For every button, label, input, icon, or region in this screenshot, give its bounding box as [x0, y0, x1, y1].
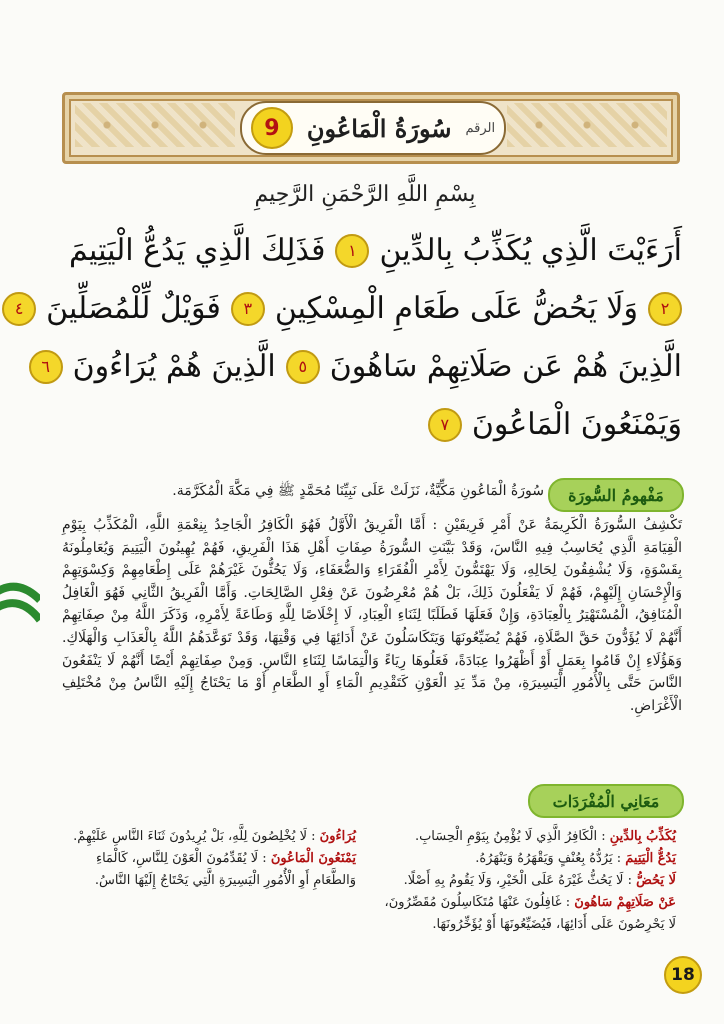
vocab-meaning: : الْكَافِرُ الَّذِي لَا يُؤْمِنُ بِيَوْمِ الْحِسَابِ.: [414, 829, 610, 844]
surah-header: [62, 92, 680, 164]
vocab-meaning: : لَا يَحُثُّ غَيْرَهُ عَلَى الْخَيْرِ، وَلَا يَقُومُ بِهِ أَصْلًا.: [403, 873, 637, 888]
verses-block: [14, 222, 682, 454]
verse-text: الَّذِينَ هُمْ عَن صَلَاتِهِمْ سَاهُونَ: [329, 349, 682, 384]
page-number: 18: [664, 956, 702, 994]
decorative-arc: [0, 540, 40, 660]
vocab-item: [376, 826, 676, 848]
verse-text: فَذَلِكَ الَّذِي يَدُعُّ الْيَتِيمَ: [69, 233, 326, 268]
verse-number: ٤: [2, 292, 36, 326]
ornament-left: [75, 103, 235, 147]
vocab-item: [376, 914, 676, 936]
verse-text: وَلَا يَحُضُّ عَلَى طَعَامِ الْمِسْكِينِ: [274, 291, 638, 326]
ornament-right: [507, 103, 667, 147]
surah-number-badge: 9: [251, 107, 293, 149]
vocab-meaning: : غَافِلُونَ عَنْهَا مُتَكَاسِلُونَ مُقَصِّرُونَ،: [384, 895, 575, 910]
surah-name: سُورَةُ الْمَاعُونِ: [306, 113, 452, 143]
vocab-meaning: : لَا يُقَدِّمُونَ الْعَوْنَ لِلنَّاسِ، كَالْمَاءِ: [95, 851, 271, 866]
vocab-word: لَا يَحُضُّ: [636, 873, 676, 888]
vocab-word: يُرَاءُونَ: [319, 829, 356, 844]
basmala: بِسْمِ اللَّهِ الرَّحْمَنِ الرَّحِيمِ: [254, 182, 476, 207]
vocab-item: [36, 826, 356, 848]
vocab-item: [36, 848, 356, 870]
vocabulary-list-right: [376, 826, 676, 936]
surah-title-box: [240, 101, 506, 155]
verse-text: أَرَءَيْتَ الَّذِي يُكَذِّبُ بِالدِّينِ: [379, 233, 682, 268]
verse-line: [52, 222, 682, 280]
surah-intro: سُورَةُ الْمَاعُونِ مَكِّيَّةٌ، نَزَلَتْ عَلَى نَبِيِّنَا مُحَمَّدٍ ﷺ فِي مَكَّةَ الْمُكَرَّمَة.: [172, 483, 544, 499]
verse-text: الَّذِينَ هُمْ يُرَاءُونَ: [72, 349, 276, 384]
vocab-meaning: : يَرُدُّهُ بِعُنْفٍ وَيَقْهَرُهُ وَيَنْهَرُهُ.: [475, 851, 626, 866]
vocab-meaning: لَا يَحْرِصُونَ عَلَى أَدَائِهَا، فَيُضَيِّعُونَهَا أَوْ يُؤَخِّرُونَهَا.: [432, 917, 676, 932]
verse-line: [52, 396, 682, 454]
vocab-meaning: وَالطَّعَامِ أَوِ الْأُمُورِ الْيَسِيرَةِ الَّتِي يَحْتَاجُ إِلَيْهَا النَّاسُ.: [94, 873, 356, 888]
vocab-meaning: : لَا يُخْلِصُونَ لِلَّهِ، بَلْ يُرِيدُونَ ثَنَاءَ النَّاسِ عَلَيْهِمْ.: [73, 829, 320, 844]
verse-line: [41, 338, 682, 396]
vocab-word: عَنْ صَلَاتِهِمْ سَاهُونَ: [574, 895, 676, 910]
number-label: الرقم: [465, 120, 496, 136]
verse-number: ٦: [29, 350, 63, 384]
verse-number: ٧: [428, 408, 462, 442]
vocab-word: يُكَذِّبُ بِالدِّينِ: [609, 829, 676, 844]
vocab-item: [376, 870, 676, 892]
vocab-word: يَمْنَعُونَ الْمَاعُونَ: [270, 851, 356, 866]
verse-number: ٣: [231, 292, 265, 326]
verse-text: وَيَمْنَعُونَ الْمَاعُونَ: [471, 407, 682, 442]
verse-text: فَوَيْلٌ لِّلْمُصَلِّينَ: [46, 291, 221, 326]
vocab-item: [376, 848, 676, 870]
section-heading-vocabulary: مَعَانِي الْمُفْرَدَات: [528, 784, 684, 818]
surah-explanation: تَكْشِفُ السُّورَةُ الْكَرِيمَةُ عَنْ أَمْرِ فَرِيقَيْنِ : أَمَّا الْفَرِيقُ الْأَوَّلُ فَهُوَ الْكَافِرُ الْجَاحِدُ بِنِعْمَةِ اللَّهِ، الْمُكَذِّبُ بِيَوْمِ الْقِيَامَةِ الَّذِي يُحَاسِبُ فِيهِ النَّاسَ، وَقَدْ بَيَّنَتِ السُّورَةُ صِفَاتِ أَهْلِ هَذَا الْفَرِيقِ، فَهُمْ يُهِينُونَ الْيَتِيمَ وَيُعَامِلُونَهُ بِقَسْوَةٍ، وَلَا يُشْفِقُونَ لِحَالِهِ، وَلَا يَهْتَمُّونَ لِأَمْرِ الْفُقَرَاءِ وَالضُّعَفَاءِ، وَلَا يَحُثُّونَ غَيْرَهُمْ عَلَى إِطْعَامِهِمْ وَكِسْوَتِهِمْ وَالْإِحْسَانِ إِلَيْهِمْ، فَهُمْ لَا يَفْعَلُونَ ذَلِكَ، بَلْ هُمْ مُعْرِضُونَ عَنْ فِعْلِ الصَّالِحَاتِ. وَأَمَّا الْفَرِيقُ الثَّانِي فَهُوَ الْغَافِلُ الْمُنَافِقُ، الْمُسْتَهْتِرُ بِالْعِبَادَةِ، وَإِنْ فَعَلَهَا فَطَلَبًا لِثَنَاءِ الْعِبَادِ، لَا إِخْلَاصًا لِلَّهِ وَطَاعَةً لِأَمْرِهِ، وَذَكَرَ اللَّهُ مِنْ صِفَاتِهِمْ أَنَّهُمْ لَا يُؤَدُّونَ حَقَّ الصَّلَاةِ، فَهُمْ يُضَيِّعُونَهَا وَيَتَكَاسَلُونَ عَنْ أَدَائِهَا فِي وَقْتِهَا، وَقَدْ تَوَعَّدَهُمُ اللَّهُ بِالْعَذَابِ وَالْهَلَاكِ. وَهَؤُلَاءِ إِنْ قَامُوا بِعَمَلٍ أَوْ أَظْهَرُوا عِبَادَةً، فَعَلُوهَا رِيَاءً وَالْتِمَاسًا لِثَنَاءِ النَّاسِ. وَمِنْ صِفَاتِهِمْ أَيْضًا أَنَّهُمْ لَا يَنْفَعُونَ النَّاسَ حَتَّى بِالْأُمُورِ الْيَسِيرَةِ، مِنْ مَدِّ يَدِ الْعَوْنِ كَتَقْدِيمِ الْمَاءِ أَوِ الطَّعَامِ أَوْ مَا يَحْتَاجُ إِلَيْهِ النَّاسُ مِنْ مُخْتَلِفِ الْأَغْرَاضِ.: [62, 517, 682, 714]
vocabulary-list-left: [36, 826, 356, 892]
section-heading-concept: مَفْهومُ السُّورَة: [548, 478, 684, 512]
vocab-word: يَدُعُّ الْيَتِيمَ: [625, 851, 676, 866]
verse-number: ١: [335, 234, 369, 268]
verse-line: [14, 280, 682, 338]
verse-number: ٢: [648, 292, 682, 326]
verse-number: ٥: [286, 350, 320, 384]
vocab-item: [376, 892, 676, 914]
vocab-item: [36, 870, 356, 892]
